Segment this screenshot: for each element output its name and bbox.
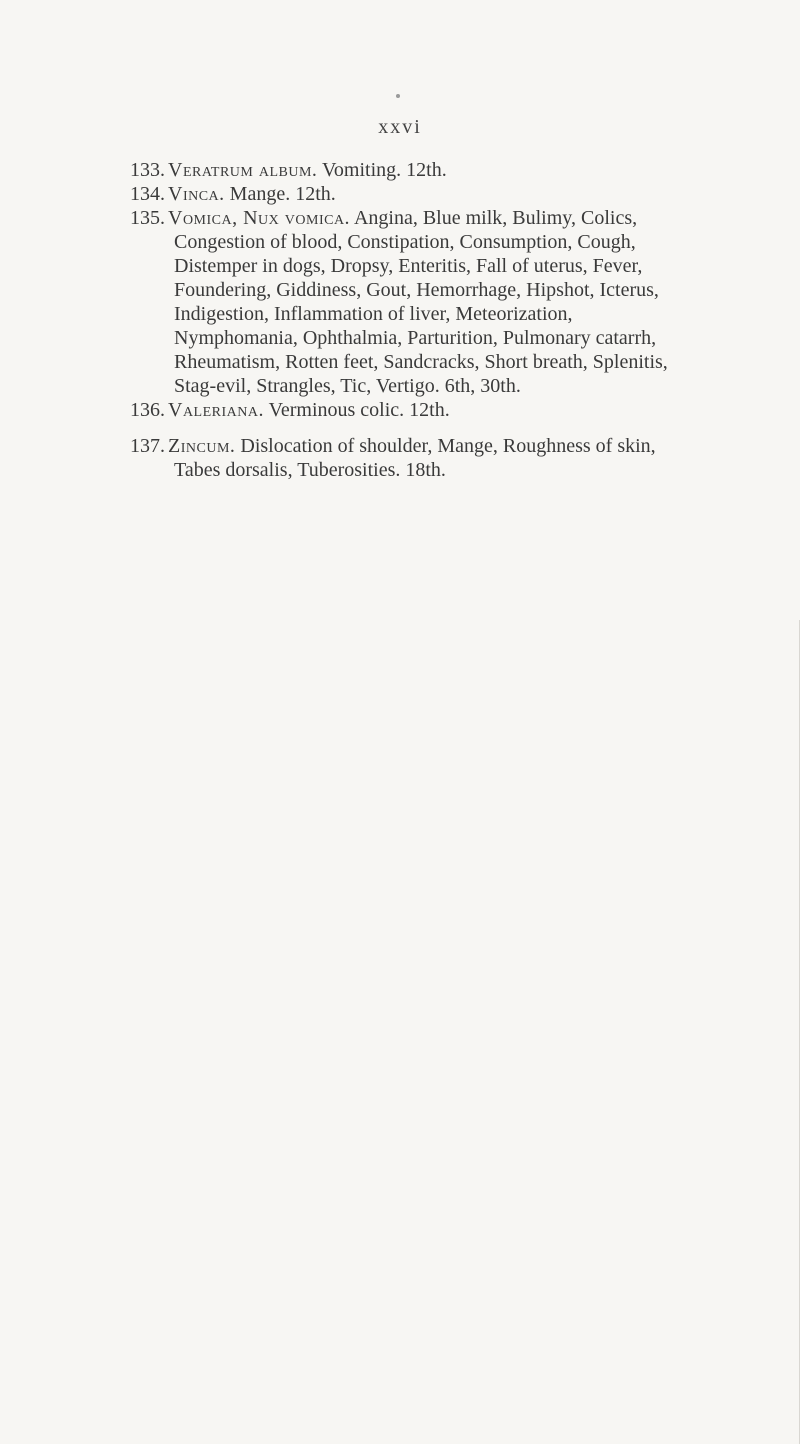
remedy-list <box>130 158 690 482</box>
entry-number: 133. <box>130 159 165 181</box>
entry-number: 136. <box>130 399 165 421</box>
entry-number: 137. <box>130 435 165 457</box>
ink-speck <box>396 94 400 98</box>
remedy-indications: Mange. 12th. <box>229 183 336 205</box>
remedy-name: Valeriana. <box>168 399 264 421</box>
entry-number: 135. <box>130 207 165 229</box>
remedy-indications: Vomiting. 12th. <box>322 159 447 181</box>
remedy-name: Zincum. <box>168 435 236 457</box>
list-item <box>130 434 690 482</box>
remedy-indications: Verminous colic. 12th. <box>268 399 450 421</box>
list-item <box>130 206 690 398</box>
list-item <box>130 398 690 422</box>
remedy-indications: Dislocation of shoulder, Mange, Roughness of skin, Tabes dorsalis, Tuberosities. 18th. <box>174 435 656 481</box>
remedy-name: Veratrum album. <box>168 159 318 181</box>
remedy-name: Vinca. <box>168 183 225 205</box>
entry-number: 134. <box>130 183 165 205</box>
remedy-indications: Angina, Blue milk, Bulimy, Colics, Congestion of blood, Constipation, Consumption, Cough, Distemper in dogs, Dropsy, Enteritis, Fall of uterus, Fever, Foundering, Giddiness, Gout, Hemorrhage, Hipshot, Icterus, Indigestion, Inflammation of liver, Meteorization, Nymphomania, Ophthalmia, Parturition, Pulmonary catarrh, Rheumatism, Rotten feet, Sandcracks, Short breath, Splenitis, Stag-evil, Strangles, Tic, Vertigo. 6th, 30th. <box>174 207 668 397</box>
list-item <box>130 158 690 182</box>
page-number: xxvi <box>378 116 422 138</box>
remedy-name: Vomica, Nux vomica. <box>168 207 351 229</box>
list-item <box>130 182 690 206</box>
